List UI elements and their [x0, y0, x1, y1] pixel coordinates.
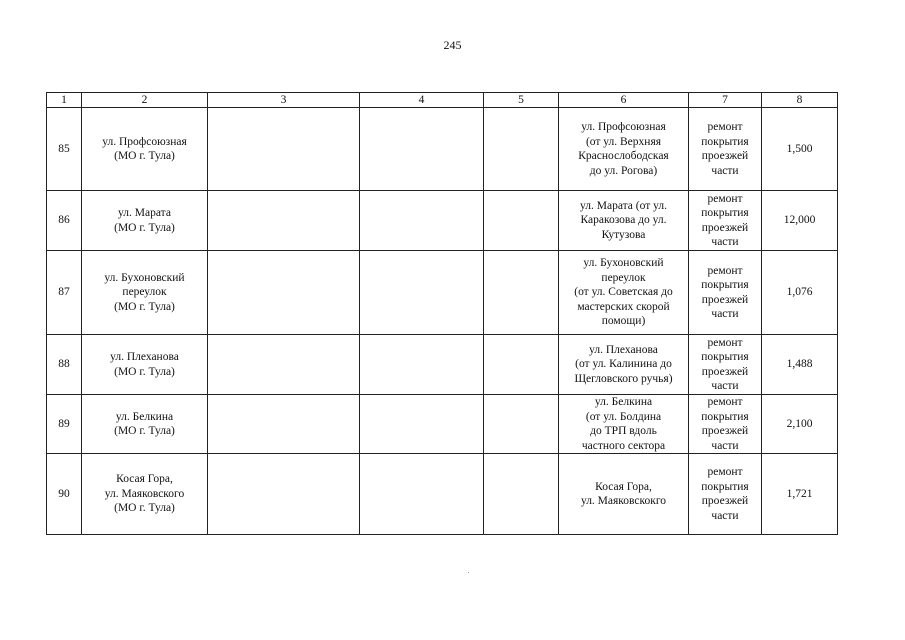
cell-col-5	[484, 108, 559, 191]
cell-col-5	[484, 395, 559, 454]
cell-col-5	[484, 251, 559, 335]
road-name: ул. Белкина (МО г. Тула)	[82, 395, 208, 454]
table-row	[47, 251, 838, 335]
row-number: 85	[47, 108, 82, 191]
row-number: 89	[47, 395, 82, 454]
table-row	[47, 454, 838, 535]
row-number: 88	[47, 335, 82, 395]
header-col-6: 6	[559, 93, 689, 108]
table-row	[47, 335, 838, 395]
cell-col-3	[208, 108, 360, 191]
work-type: ремонт покрытия проезжей части	[689, 251, 762, 335]
cell-col-3	[208, 395, 360, 454]
cell-col-4	[360, 191, 484, 251]
row-number: 90	[47, 454, 82, 535]
header-col-2: 2	[82, 93, 208, 108]
road-section: Косая Гора, ул. Маяковскокго	[559, 454, 689, 535]
road-section: ул. Белкина (от ул. Болдина до ТРП вдоль частного сектора	[559, 395, 689, 454]
row-number: 87	[47, 251, 82, 335]
roads-table	[46, 92, 838, 535]
table-header-row	[47, 93, 838, 108]
cell-col-4	[360, 108, 484, 191]
value-cell: 12,000	[762, 191, 838, 251]
table-row	[47, 395, 838, 454]
cell-col-3	[208, 251, 360, 335]
cell-col-3	[208, 335, 360, 395]
header-col-7: 7	[689, 93, 762, 108]
cell-col-4	[360, 335, 484, 395]
work-type: ремонт покрытия проезжей части	[689, 395, 762, 454]
road-section: ул. Плеханова (от ул. Калинина до Щегловского ручья)	[559, 335, 689, 395]
road-section: ул. Бухоновский переулок (от ул. Советская до мастерских скорой помощи)	[559, 251, 689, 335]
work-type: ремонт покрытия проезжей части	[689, 335, 762, 395]
value-cell: 2,100	[762, 395, 838, 454]
cell-col-5	[484, 335, 559, 395]
cell-col-4	[360, 454, 484, 535]
work-type: ремонт покрытия проезжей части	[689, 108, 762, 191]
cell-col-5	[484, 454, 559, 535]
cell-col-3	[208, 454, 360, 535]
value-cell: 1,721	[762, 454, 838, 535]
work-type: ремонт покрытия проезжей части	[689, 191, 762, 251]
road-name: Косая Гора, ул. Маяковского (МО г. Тула)	[82, 454, 208, 535]
page-number: 245	[443, 38, 462, 52]
road-name: ул. Плеханова (МО г. Тула)	[82, 335, 208, 395]
value-cell: 1,500	[762, 108, 838, 191]
road-section: ул. Профсоюзная (от ул. Верхняя Краснослободская до ул. Рогова)	[559, 108, 689, 191]
road-name: ул. Бухоновский переулок (МО г. Тула)	[82, 251, 208, 335]
value-cell: 1,076	[762, 251, 838, 335]
cell-col-4	[360, 251, 484, 335]
header-col-8: 8	[762, 93, 838, 108]
header-col-5: 5	[484, 93, 559, 108]
cell-col-3	[208, 191, 360, 251]
header-col-3: 3	[208, 93, 360, 108]
row-number: 86	[47, 191, 82, 251]
table-row	[47, 191, 838, 251]
header-col-4: 4	[360, 93, 484, 108]
value-cell: 1,488	[762, 335, 838, 395]
road-name: ул. Марата (МО г. Тула)	[82, 191, 208, 251]
header-col-1: 1	[47, 93, 82, 108]
work-type: ремонт покрытия проезжей части	[689, 454, 762, 535]
road-name: ул. Профсоюзная (МО г. Тула)	[82, 108, 208, 191]
cell-col-4	[360, 395, 484, 454]
road-section: ул. Марата (от ул. Каракозова до ул. Кутузова	[559, 191, 689, 251]
scan-speck	[468, 572, 469, 573]
table-row	[47, 108, 838, 191]
cell-col-5	[484, 191, 559, 251]
